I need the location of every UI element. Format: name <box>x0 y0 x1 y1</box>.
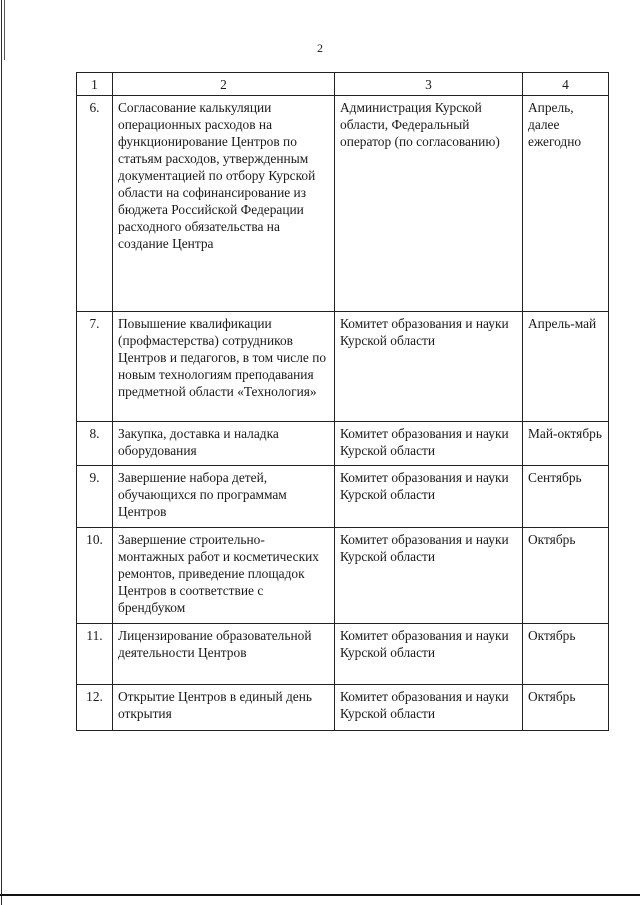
row-deadline: Октябрь <box>523 685 609 731</box>
table-row <box>77 312 609 422</box>
row-number: 11. <box>77 624 113 685</box>
row-responsible: Комитет образования и науки Курской области <box>335 422 523 466</box>
row-number: 12. <box>77 685 113 731</box>
row-task: Повышение квалификации (профмастерства) сотрудников Центров и педагогов, в том числе по новым технологиям преподавания предметной области «Технология» <box>113 312 335 422</box>
row-responsible: Администрация Курской области, Федеральный оператор (по согласованию) <box>335 96 523 312</box>
column-header-number: 1 <box>77 73 113 96</box>
row-task: Согласование калькуляции операционных расходов на функционирование Центров по статьям расходов, утвержденным документацией по отбору Курской области на софинансирование из бюджета Российской Федерации расходного обязательства на создание Центра <box>113 96 335 312</box>
row-number: 9. <box>77 466 113 528</box>
row-number: 6. <box>77 96 113 312</box>
row-deadline: Октябрь <box>523 624 609 685</box>
row-task: Завершение строительно-монтажных работ и косметических ремонтов, приведение площадок Центров в соответствие с брендбуком <box>113 528 335 624</box>
row-responsible: Комитет образования и науки Курской области <box>335 312 523 422</box>
column-header-responsible: 3 <box>335 73 523 96</box>
table-row <box>77 685 609 731</box>
row-responsible: Комитет образования и науки Курской области <box>335 685 523 731</box>
table-row <box>77 466 609 528</box>
row-task: Закупка, доставка и наладка оборудования <box>113 422 335 466</box>
row-deadline: Сентябрь <box>523 466 609 528</box>
table-row <box>77 422 609 466</box>
row-task: Открытие Центров в единый день открытия <box>113 685 335 731</box>
row-deadline: Апрель, далее ежегодно <box>523 96 609 312</box>
row-deadline: Октябрь <box>523 528 609 624</box>
row-deadline: Апрель-май <box>523 312 609 422</box>
row-number: 7. <box>77 312 113 422</box>
page-number: 2 <box>317 41 323 55</box>
row-deadline: Май-октябрь <box>523 422 609 466</box>
row-responsible: Комитет образования и науки Курской области <box>335 466 523 528</box>
column-header-deadline: 4 <box>523 73 609 96</box>
plan-table <box>76 72 609 731</box>
row-task: Завершение набора детей, обучающихся по программам Центров <box>113 466 335 528</box>
row-responsible: Комитет образования и науки Курской области <box>335 624 523 685</box>
row-number: 8. <box>77 422 113 466</box>
table-row <box>77 96 609 312</box>
scan-bottom-edge <box>0 894 640 896</box>
column-header-task: 2 <box>113 73 335 96</box>
row-responsible: Комитет образования и науки Курской области <box>335 528 523 624</box>
scan-edge-line <box>1 0 2 905</box>
table-row <box>77 528 609 624</box>
table-header-row <box>77 73 609 96</box>
table-row <box>77 624 609 685</box>
row-task: Лицензирование образовательной деятельности Центров <box>113 624 335 685</box>
row-number: 10. <box>77 528 113 624</box>
